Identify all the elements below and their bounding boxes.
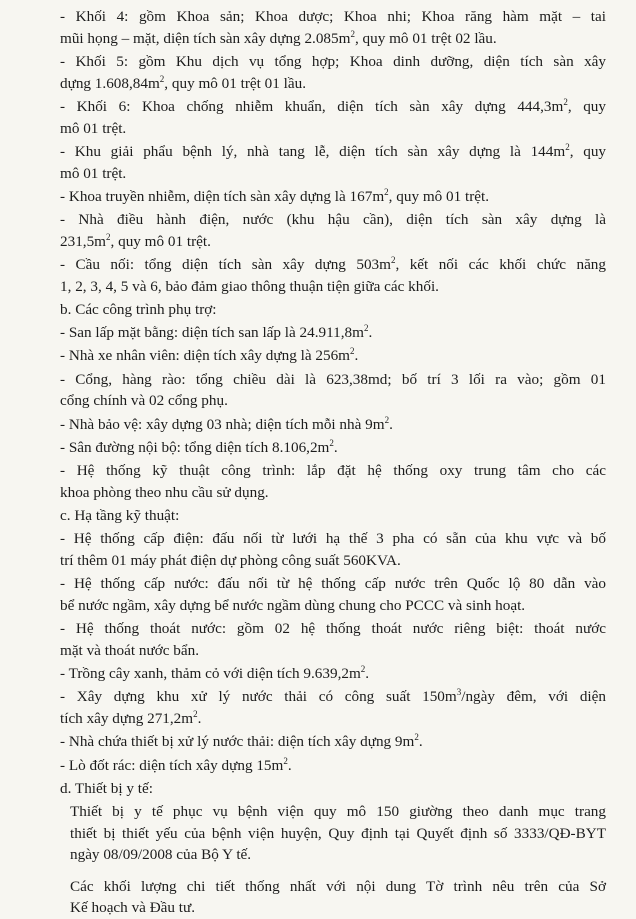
paragraph-p7 [32, 254, 606, 298]
paragraph-p3 [32, 96, 606, 140]
paragraph-p19 [32, 663, 606, 685]
text-line: bể nước ngầm, xây dựng bể nước ngầm dùng chung cho PCCC và sinh hoạt. [60, 596, 526, 614]
text-line: dựng $1.608,84m^2$, quy mô 01 trệt 01 lầu. [60, 73, 307, 92]
text-line: - Hệ thống thoát nước: gồm 02 hệ thống thoát nước riêng biệt: thoát nước [60, 620, 606, 638]
text-line: - Hệ thống cấp điện: đấu nối từ lưới hạ thế 3 pha có sẵn của khu vực và bố [60, 530, 606, 548]
paragraph-p5 [32, 186, 606, 208]
text-line: - Sân đường nội bộ: tổng diện tích $8.106,2m^2$. [60, 437, 338, 456]
paragraph-p15 [32, 505, 606, 527]
text-line: Các khối lượng chi tiết thống nhất với nội dung Tờ trình nêu trên của Sở [70, 877, 606, 895]
text-line: mô 01 trệt. [60, 164, 127, 182]
text-line: mô 01 trệt. [60, 119, 127, 137]
text-line: Thiết bị y tế phục vụ bệnh viện quy mô 150 giường theo danh mục trang [70, 802, 606, 820]
paragraph-p22 [32, 755, 606, 777]
text-line: - Hệ thống kỹ thuật công trình: lắp đặt hệ thống oxy trung tâm cho các [60, 462, 606, 480]
text-line: c. Hạ tầng kỹ thuật: [60, 507, 180, 524]
text-line: - Khối 6: Khoa chống nhiễm khuẩn, diện tích sàn xây dựng $444,3m^2$, quy [60, 96, 606, 115]
text-line: - Hệ thống cấp nước: đấu nối từ hệ thống cấp nước trên Quốc lộ 80 dẫn vào [60, 575, 606, 593]
paragraph-p11 [32, 369, 606, 413]
paragraph-p6 [32, 209, 606, 253]
text-line: mũi họng – mặt, diện tích sàn xây dựng $2.085m^2$, quy mô 01 trệt 02 lầu. [60, 28, 497, 47]
text-line: - Nhà bảo vệ: xây dựng 03 nhà; diện tích mỗi nhà $9m^2$. [60, 414, 393, 433]
document-body [32, 6, 606, 919]
paragraph-p2 [32, 51, 606, 95]
text-line: - Nhà xe nhân viên: diện tích xây dựng là $256m^2$. [60, 346, 359, 365]
text-line: - Nhà chứa thiết bị xử lý nước thải: diện tích xây dựng $9m^2$. [60, 732, 423, 751]
text-line: cổng chính và 02 cổng phụ. [60, 392, 228, 410]
text-line: b. Các công trình phụ trợ: [60, 301, 217, 319]
text-line: ngày 08/09/2008 của Bộ Y tế. [70, 846, 252, 864]
text-line: - Khối 5: gồm Khu dịch vụ tổng hợp; Khoa dinh dưỡng, diện tích sàn xây [60, 52, 606, 70]
paragraph-p25 [32, 876, 606, 919]
paragraph-p4 [32, 141, 606, 185]
text-line: Kế hoạch và Đầu tư. [70, 899, 196, 917]
paragraph-p14 [32, 460, 606, 504]
text-line: - Nhà điều hành điện, nước (khu hậu cần), diện tích sàn xây dựng là [60, 211, 606, 229]
paragraph-p20 [32, 686, 606, 730]
paragraph-p1 [32, 6, 606, 50]
text-line: - Cổng, hàng rào: tổng chiều dài là 623,38md; bố trí 3 lối ra vào; gồm 01 [60, 370, 606, 388]
paragraph-p8 [32, 299, 606, 321]
paragraph-p21 [32, 731, 606, 753]
paragraph-p17 [32, 573, 606, 617]
paragraph-p9 [32, 322, 606, 344]
paragraph-p16 [32, 528, 606, 572]
text-line: 1, 2, 3, 4, 5 và 6, bảo đảm giao thông thuận tiện giữa các khối. [60, 277, 439, 295]
paragraph-p13 [32, 437, 606, 459]
text-line: - Lò đốt rác: diện tích xây dựng $15m^2$. [60, 755, 292, 774]
text-line: - Khoa truyền nhiễm, diện tích sàn xây dựng là $167m^2$, quy mô 01 trệt. [60, 186, 490, 205]
text-line: trí thêm 01 máy phát điện dự phòng công suất 560KVA. [60, 551, 401, 569]
text-line: tích xây dựng $271,2m^2$. [60, 709, 202, 728]
text-line: - Trồng cây xanh, thảm cỏ với diện tích $9.639,2m^2$. [60, 664, 370, 683]
text-line: mặt và thoát nước bẩn. [60, 641, 199, 659]
paragraph-p24 [32, 801, 606, 866]
text-line: - Khối 4: gồm Khoa sản; Khoa dược; Khoa nhi; Khoa răng hàm mặt – tai [60, 8, 606, 25]
paragraph-p12 [32, 414, 606, 436]
paragraph-p18 [32, 618, 606, 662]
text-line: - San lấp mặt bằng: diện tích san lấp là $24.911,8m^2$. [60, 323, 373, 342]
text-line: d. Thiết bị y tế: [60, 779, 153, 797]
text-line: - Cầu nối: tổng diện tích sàn xây dựng $503m^2$, kết nối các khối chức năng [60, 255, 606, 274]
text-line: thiết bị thiết yếu của bệnh viện huyện, Quy định tại Quyết định số 3333/QĐ-BYT [70, 824, 606, 842]
paragraph-p23 [32, 778, 606, 800]
text-line: khoa phòng theo nhu cầu sử dụng. [60, 483, 269, 501]
text-line: $231,5m^2$, quy mô 01 trệt. [60, 231, 211, 250]
text-line: - Khu giải phẩu bệnh lý, nhà tang lễ, diện tích sàn xây dựng là $144m^2$, quy [60, 141, 607, 160]
text-line: - Xây dựng khu xử lý nước thải có công suất $150m^3$/ngày đêm, với diện [60, 687, 606, 706]
paragraph-p10 [32, 345, 606, 367]
